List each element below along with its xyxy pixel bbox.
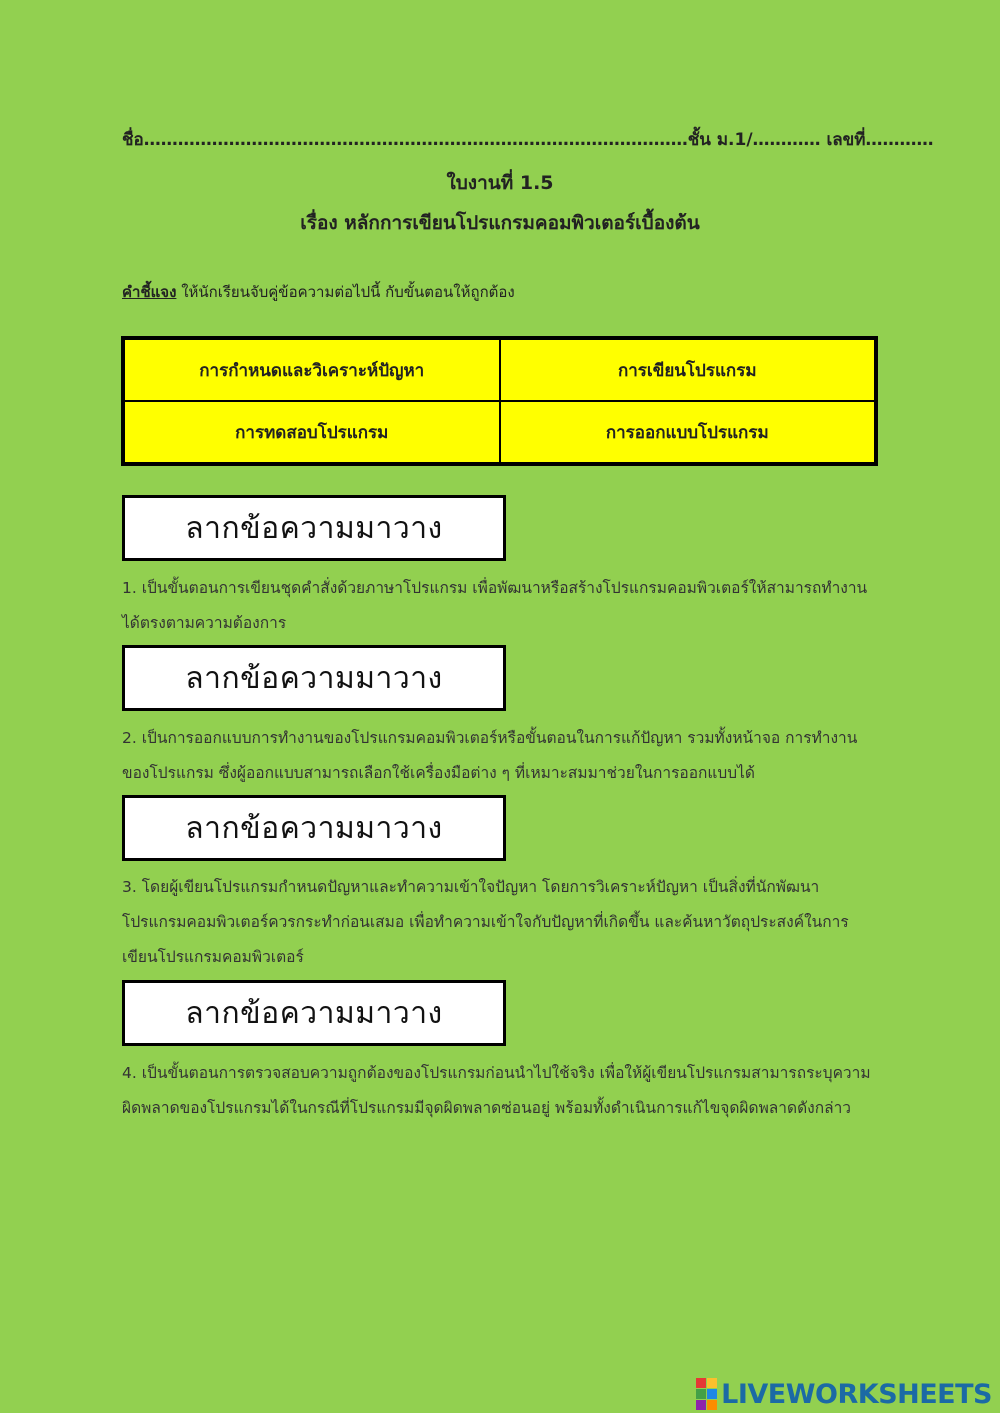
drop-zone-3[interactable]: ลากข้อความมาวาง — [122, 795, 506, 861]
worksheet-title: ใบงานที่ 1.5 — [446, 172, 554, 194]
student-info-line: ชื่อ……………………………………………………………………………………ชั้น ม.1/………… เลขที่………… — [122, 130, 934, 150]
logo-text: LIVEWORKSHEETS — [721, 1378, 992, 1410]
choice-write-program[interactable]: การเขียนโปรแกรม — [500, 339, 876, 401]
liveworksheets-logo — [696, 1377, 992, 1411]
instruction — [122, 280, 515, 304]
choice-define-analyze[interactable]: การกำหนดและวิเคราะห์ปัญหา — [124, 339, 500, 401]
choice-test-program[interactable]: การทดสอบโปรแกรม — [124, 401, 500, 463]
choice-design-program[interactable]: การออกแบบโปรแกรม — [500, 401, 876, 463]
drop-zone-2[interactable]: ลากข้อความมาวาง — [122, 645, 506, 711]
worksheet-subtitle: เรื่อง หลักการเขียนโปรแกรมคอมพิวเตอร์เบื้องต้น — [300, 212, 700, 234]
instruction-label: คำชี้แจง — [122, 283, 177, 301]
item-1-text: 1. เป็นขั้นตอนการเขียนชุดคำสั่งด้วยภาษาโปรแกรม เพื่อพัฒนาหรือสร้างโปรแกรมคอมพิวเตอร์ให้สามารถทำงานได้ตรงตามความต้องการ — [122, 579, 868, 632]
choice-bank — [121, 336, 878, 466]
item-2-text: 2. เป็นการออกแบบการทำงานของโปรแกรมคอมพิวเตอร์หรือขั้นตอนในการแก้ปัญหา รวมทั้งหน้าจอ การทำงานของโปรแกรม ซึ่งผู้ออกแบบสามารถเลือกใช้เครื่องมือต่าง ๆ ที่เหมาะสมมาช่วยในการออกแบบได้ — [122, 729, 858, 782]
drop-zone-4[interactable]: ลากข้อความมาวาง — [122, 980, 506, 1046]
logo-mark-icon — [696, 1378, 717, 1410]
item-4-text: 4. เป็นขั้นตอนการตรวจสอบความถูกต้องของโปรแกรมก่อนนำไปใช้จริง เพื่อให้ผู้เขียนโปรแกรมสามารถระบุความผิดพลาดของโปรแกรมได้ในกรณีที่โปรแกรมมีจุดผิดพลาดซ่อนอยู่ พร้อมทั้งดำเนินการแก้ไขจุดผิดพลาดดังกล่าว — [122, 1064, 871, 1117]
item-3-text: 3. โดยผู้เขียนโปรแกรมกำหนดปัญหาและทำความเข้าใจปัญหา โดยการวิเคราะห์ปัญหา เป็นสิ่งที่นักพัฒนาโปรแกรมคอมพิวเตอร์ควรกระทำก่อนเสมอ เพื่อทำความเข้าใจกับปัญหาที่เกิดขึ้น และค้นหาวัตถุประสงค์ในการเขียนโปรแกรมคอมพิวเตอร์ — [122, 878, 849, 966]
drop-zone-1[interactable]: ลากข้อความมาวาง — [122, 495, 506, 561]
instruction-text: ให้นักเรียนจับคู่ข้อความต่อไปนี้ กับขั้นตอนให้ถูกต้อง — [176, 283, 515, 301]
